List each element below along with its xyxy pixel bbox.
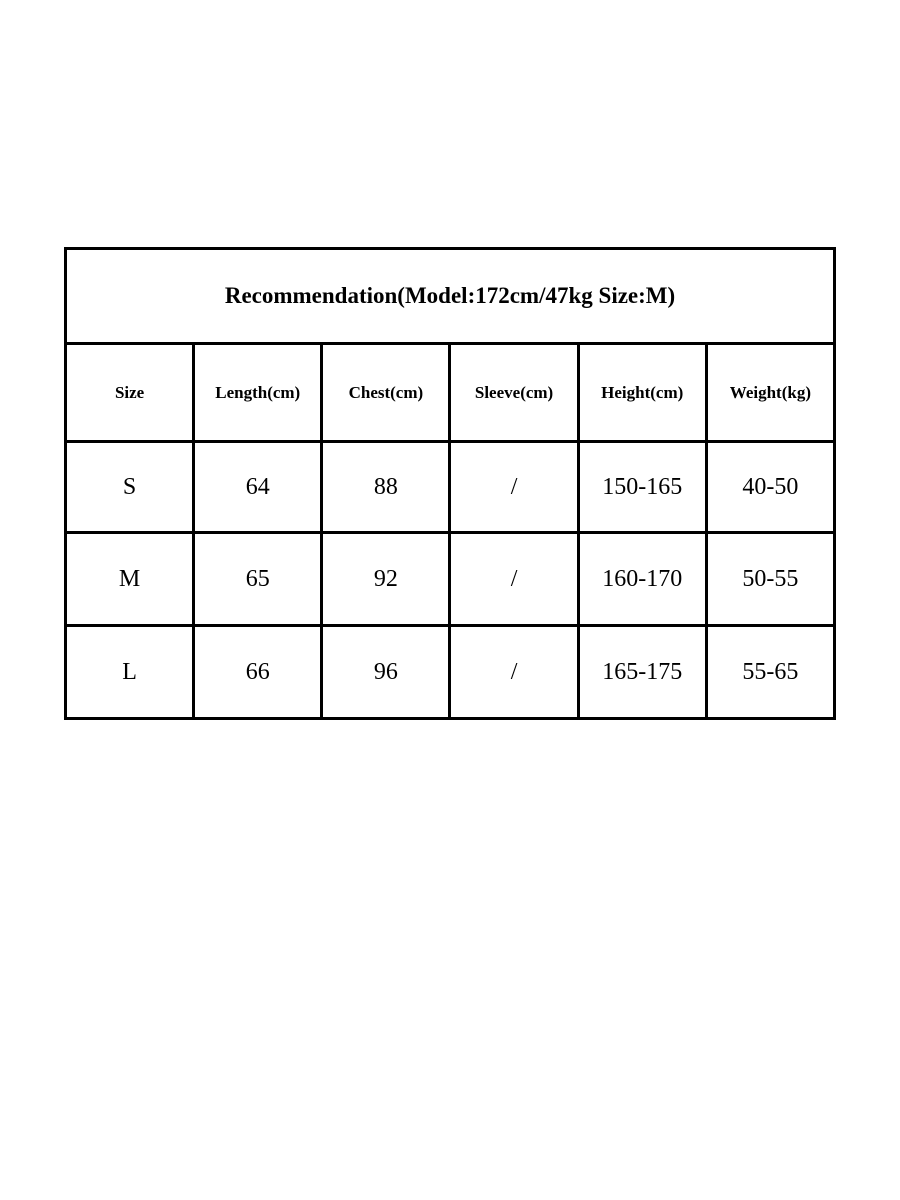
header-height: Height(cm) <box>578 344 706 442</box>
cell-weight: 55-65 <box>706 626 834 719</box>
cell-chest: 92 <box>322 533 450 626</box>
cell-size: M <box>66 533 194 626</box>
cell-height: 150-165 <box>578 442 706 533</box>
cell-sleeve: / <box>450 626 578 719</box>
cell-chest: 96 <box>322 626 450 719</box>
header-weight: Weight(kg) <box>706 344 834 442</box>
cell-size: S <box>66 442 194 533</box>
cell-height: 165-175 <box>578 626 706 719</box>
table-title: Recommendation(Model:172cm/47kg Size:M) <box>66 249 835 344</box>
size-chart-table <box>64 247 836 720</box>
table-row <box>66 442 835 533</box>
header-sleeve: Sleeve(cm) <box>450 344 578 442</box>
cell-length: 65 <box>194 533 322 626</box>
cell-sleeve: / <box>450 442 578 533</box>
cell-height: 160-170 <box>578 533 706 626</box>
header-size: Size <box>66 344 194 442</box>
header-length: Length(cm) <box>194 344 322 442</box>
cell-length: 64 <box>194 442 322 533</box>
cell-weight: 40-50 <box>706 442 834 533</box>
table-row <box>66 626 835 719</box>
cell-size: L <box>66 626 194 719</box>
cell-weight: 50-55 <box>706 533 834 626</box>
cell-chest: 88 <box>322 442 450 533</box>
table-header-row <box>66 344 835 442</box>
table-title-row <box>66 249 835 344</box>
header-chest: Chest(cm) <box>322 344 450 442</box>
table-row <box>66 533 835 626</box>
cell-length: 66 <box>194 626 322 719</box>
cell-sleeve: / <box>450 533 578 626</box>
